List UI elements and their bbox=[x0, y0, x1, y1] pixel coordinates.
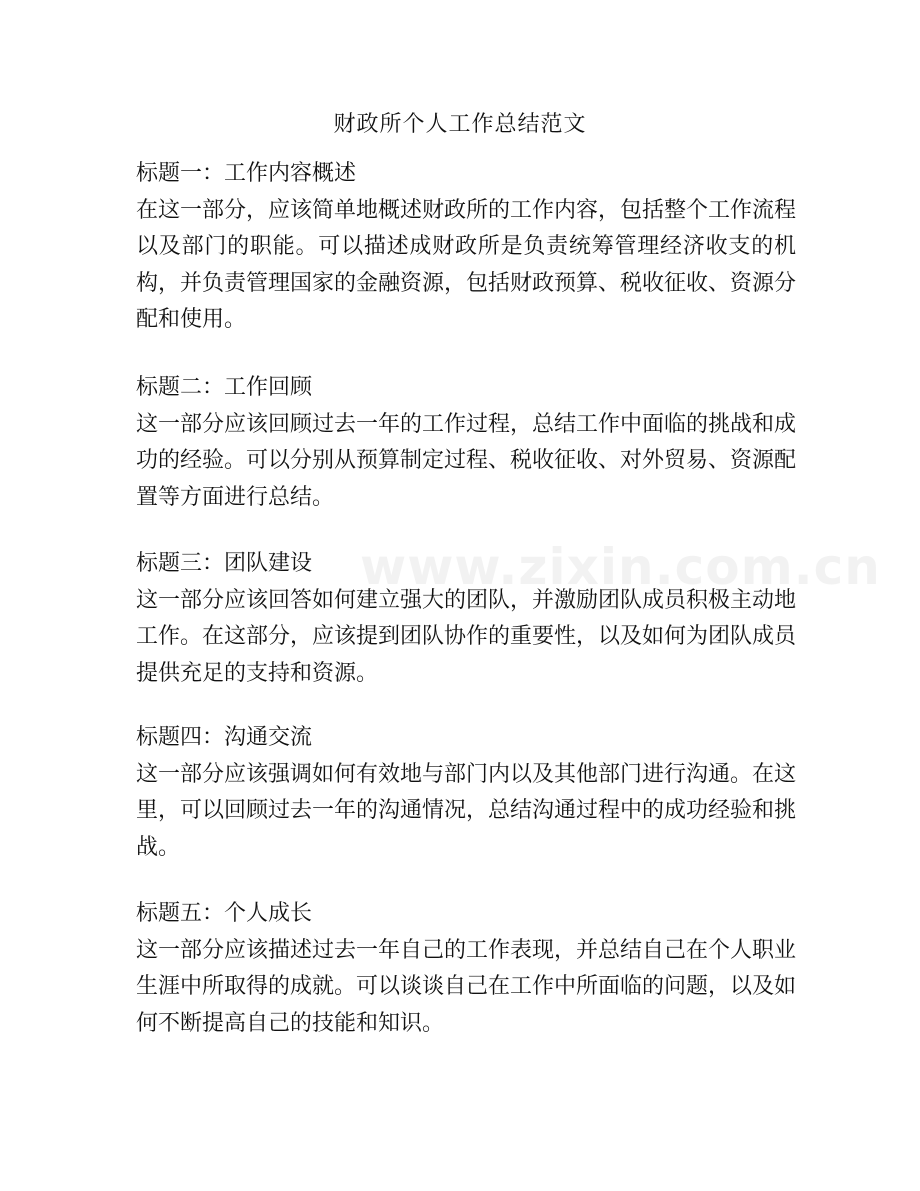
section-personal-growth bbox=[136, 896, 796, 1042]
section-body: 这一部分应该强调如何有效地与部门内以及其他部门进行沟通。在这里，可以回顾过去一年的沟通情况，总结沟通过程中的成功经验和挑战。 bbox=[136, 761, 797, 860]
section-body: 这一部分应该回顾过去一年的工作过程，总结工作中面临的挑战和成功的经验。可以分别从预算制定过程、税收征收、对外贸易、资源配置等方面进行总结。 bbox=[136, 411, 797, 510]
section-communication bbox=[136, 720, 796, 866]
section-heading: 标题二：工作回顾 bbox=[136, 375, 313, 400]
section-team-building bbox=[136, 546, 796, 692]
section-work-overview bbox=[136, 156, 796, 339]
watermark-text: www.zixin.com.cn bbox=[360, 538, 881, 596]
section-heading: 标题五：个人成长 bbox=[136, 901, 313, 926]
section-body: 这一部分应该描述过去一年自己的工作表现，并总结自己在个人职业生涯中所取得的成就。可以谈谈自己在工作中所面临的问题，以及如何不断提高自己的技能和知识。 bbox=[136, 937, 797, 1036]
section-heading: 标题四：沟通交流 bbox=[136, 725, 313, 750]
document-title: 财政所个人工作总结范文 bbox=[333, 112, 587, 137]
section-work-review bbox=[136, 370, 796, 516]
section-body: 这一部分应该回答如何建立强大的团队，并激励团队成员积极主动地工作。在这部分，应该提到团队协作的重要性，以及如何为团队成员提供充足的支持和资源。 bbox=[136, 587, 797, 686]
section-heading: 标题三：团队建设 bbox=[136, 551, 313, 576]
section-body: 在这一部分，应该简单地概述财政所的工作内容，包括整个工作流程以及部门的职能。可以描述成财政所是负责统筹管理经济收支的机构，并负责管理国家的金融资源，包括财政预算、税收征收、资源分配和使用。 bbox=[136, 197, 797, 332]
section-heading: 标题一：工作内容概述 bbox=[136, 161, 357, 186]
